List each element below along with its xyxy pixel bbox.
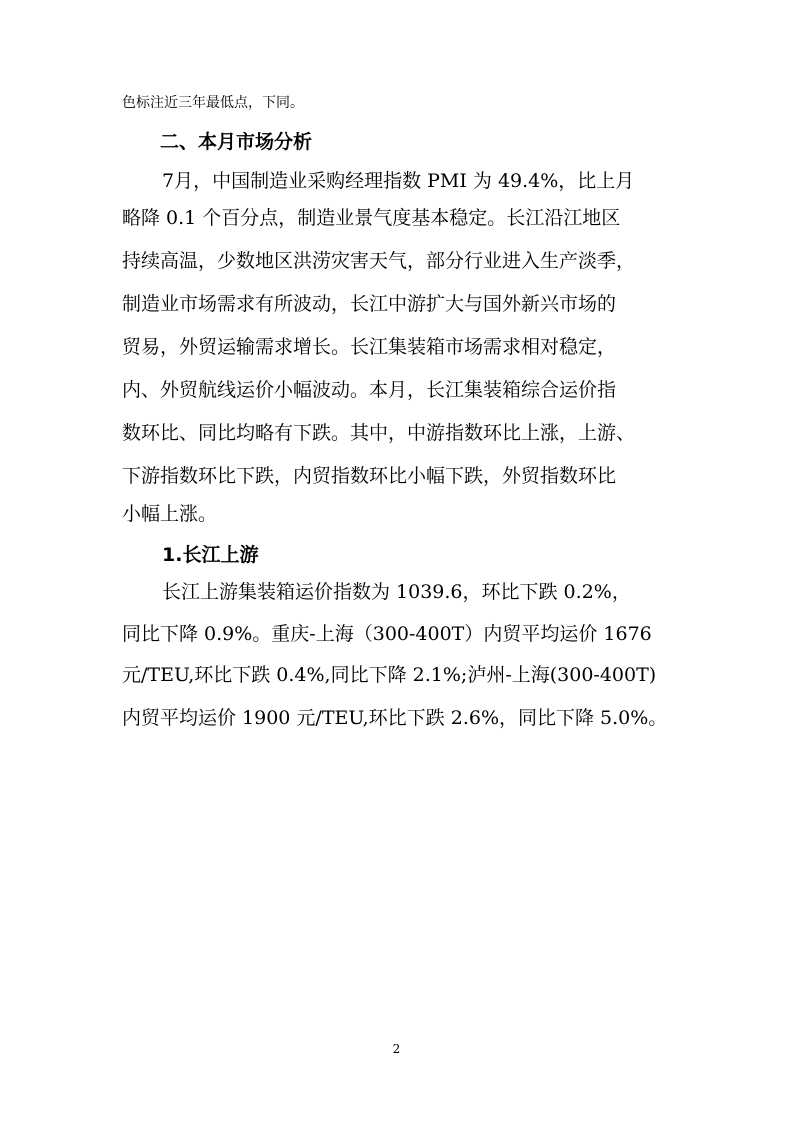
- paragraph-line: 数环比、同比均略有下跌。其中，中游指数环比上涨，上游、: [122, 422, 636, 444]
- paragraph-line: 略降 0.1 个百分点，制造业景气度基本稳定。长江沿江地区: [122, 207, 621, 229]
- paragraph-line: 元/TEU,环比下跌 0.4%,同比下降 2.1%;泸州-上海(300-400T): [122, 664, 657, 686]
- paragraph-line: 长江上游集装箱运价指数为 1039.6，环比下跌 0.2%，: [162, 581, 631, 603]
- paragraph-line: 制造业市场需求有所波动，长江中游扩大与国外新兴市场的: [122, 293, 617, 315]
- paragraph-line: 持续高温，少数地区洪涝灾害天气，部分行业进入生产淡季，: [122, 250, 636, 272]
- section-heading: 二、本月市场分析: [160, 131, 313, 153]
- paragraph-line: 贸易，外贸运输需求增长。长江集装箱市场需求相对稳定，: [122, 336, 617, 358]
- paragraph-line: 同比下降 0.9%。重庆-上海（300-400T）内贸平均运价 1676: [122, 623, 652, 645]
- paragraph-line: 内、外贸航线运价小幅波动。本月，长江集装箱综合运价指: [122, 379, 617, 401]
- paragraph-line: 下游指数环比下跌，内贸指数环比小幅下跌，外贸指数环比: [122, 465, 617, 487]
- subsection-heading: 1.长江上游: [162, 544, 259, 566]
- paragraph-line: 7月，中国制造业采购经理指数 PMI 为 49.4%，比上月: [162, 170, 635, 192]
- paragraph-line: 内贸平均运价 1900 元/TEU,环比下跌 2.6%，同比下降 5.0%。: [122, 707, 668, 729]
- top-note: 色标注近三年最低点，下同。: [122, 95, 304, 111]
- page-number: 2: [392, 1042, 401, 1056]
- paragraph-line: 小幅上涨。: [122, 503, 218, 525]
